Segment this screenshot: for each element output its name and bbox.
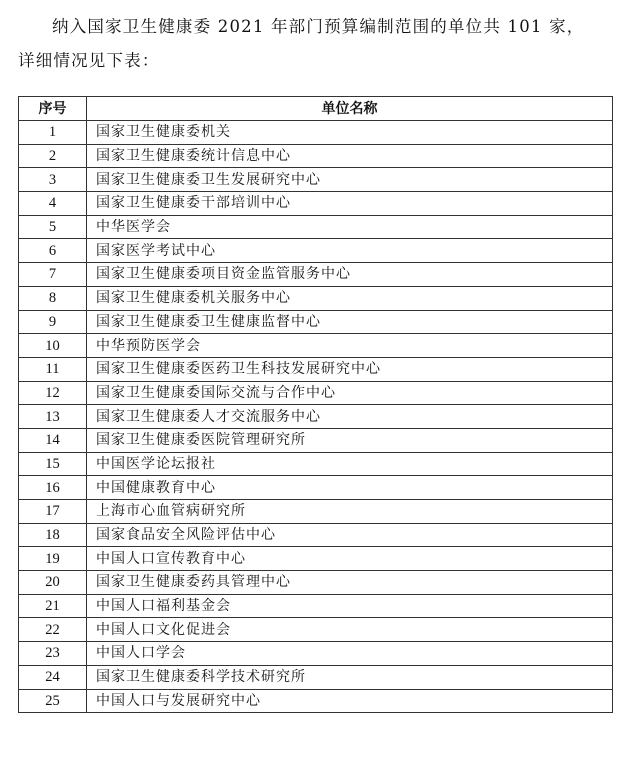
row-serial-number: 5	[19, 215, 87, 239]
table-row	[19, 168, 613, 192]
row-unit-name: 国家卫生健康委干部培训中心	[87, 192, 613, 216]
row-serial-number: 20	[19, 571, 87, 595]
intro-line-1: 纳入国家卫生健康委 2021 年部门预算编制范围的单位共 101 家，	[52, 17, 585, 36]
row-serial-number: 9	[19, 310, 87, 334]
table-row	[19, 594, 613, 618]
row-serial-number: 12	[19, 381, 87, 405]
row-unit-name: 国家卫生健康委药具管理中心	[87, 571, 613, 595]
row-serial-number: 13	[19, 405, 87, 429]
table-row	[19, 144, 613, 168]
row-serial-number: 17	[19, 500, 87, 524]
table-row	[19, 334, 613, 358]
row-serial-number: 3	[19, 168, 87, 192]
table-row	[19, 665, 613, 689]
row-serial-number: 21	[19, 594, 87, 618]
row-unit-name: 中国人口文化促进会	[87, 618, 613, 642]
row-serial-number: 1	[19, 121, 87, 145]
row-unit-name: 中华医学会	[87, 215, 613, 239]
table-row	[19, 428, 613, 452]
table-row	[19, 263, 613, 287]
table-row	[19, 215, 613, 239]
row-serial-number: 7	[19, 263, 87, 287]
row-serial-number: 8	[19, 286, 87, 310]
table-row	[19, 689, 613, 713]
row-unit-name: 中国人口宣传教育中心	[87, 547, 613, 571]
table-row	[19, 523, 613, 547]
row-unit-name: 中华预防医学会	[87, 334, 613, 358]
table-row	[19, 500, 613, 524]
row-unit-name: 国家医学考试中心	[87, 239, 613, 263]
table-row	[19, 121, 613, 145]
table-row	[19, 571, 613, 595]
table-body	[19, 121, 613, 713]
row-serial-number: 25	[19, 689, 87, 713]
table-row	[19, 310, 613, 334]
row-unit-name: 国家卫生健康委统计信息中心	[87, 144, 613, 168]
table-row	[19, 452, 613, 476]
row-unit-name: 国家卫生健康委卫生发展研究中心	[87, 168, 613, 192]
row-serial-number: 24	[19, 665, 87, 689]
row-serial-number: 18	[19, 523, 87, 547]
row-serial-number: 22	[19, 618, 87, 642]
table-row	[19, 239, 613, 263]
row-serial-number: 14	[19, 428, 87, 452]
row-serial-number: 10	[19, 334, 87, 358]
intro-line-2: 详细情况见下表：	[18, 51, 160, 70]
row-unit-name: 上海市心血管病研究所	[87, 500, 613, 524]
row-unit-name: 国家食品安全风险评估中心	[87, 523, 613, 547]
row-unit-name: 国家卫生健康委国际交流与合作中心	[87, 381, 613, 405]
row-unit-name: 国家卫生健康委科学技术研究所	[87, 665, 613, 689]
row-unit-name: 中国人口学会	[87, 642, 613, 666]
table-row	[19, 476, 613, 500]
row-unit-name: 国家卫生健康委医药卫生科技发展研究中心	[87, 357, 613, 381]
row-serial-number: 4	[19, 192, 87, 216]
unit-table	[18, 96, 613, 713]
intro-paragraph	[18, 10, 626, 78]
row-unit-name: 中国人口福利基金会	[87, 594, 613, 618]
header-serial-number: 序号	[19, 97, 87, 121]
row-unit-name: 中国人口与发展研究中心	[87, 689, 613, 713]
table-row	[19, 547, 613, 571]
row-serial-number: 16	[19, 476, 87, 500]
table-row	[19, 642, 613, 666]
table-row	[19, 618, 613, 642]
table-row	[19, 405, 613, 429]
table-row	[19, 286, 613, 310]
table-row	[19, 192, 613, 216]
row-serial-number: 6	[19, 239, 87, 263]
header-unit-name: 单位名称	[87, 97, 613, 121]
table-header-row	[19, 97, 613, 121]
row-unit-name: 国家卫生健康委机关	[87, 121, 613, 145]
row-serial-number: 2	[19, 144, 87, 168]
row-serial-number: 15	[19, 452, 87, 476]
row-unit-name: 中国医学论坛报社	[87, 452, 613, 476]
row-unit-name: 中国健康教育中心	[87, 476, 613, 500]
row-serial-number: 19	[19, 547, 87, 571]
table-row	[19, 381, 613, 405]
row-unit-name: 国家卫生健康委人才交流服务中心	[87, 405, 613, 429]
row-unit-name: 国家卫生健康委机关服务中心	[87, 286, 613, 310]
table-row	[19, 357, 613, 381]
row-serial-number: 11	[19, 357, 87, 381]
row-unit-name: 国家卫生健康委卫生健康监督中心	[87, 310, 613, 334]
row-serial-number: 23	[19, 642, 87, 666]
row-unit-name: 国家卫生健康委项目资金监管服务中心	[87, 263, 613, 287]
row-unit-name: 国家卫生健康委医院管理研究所	[87, 428, 613, 452]
